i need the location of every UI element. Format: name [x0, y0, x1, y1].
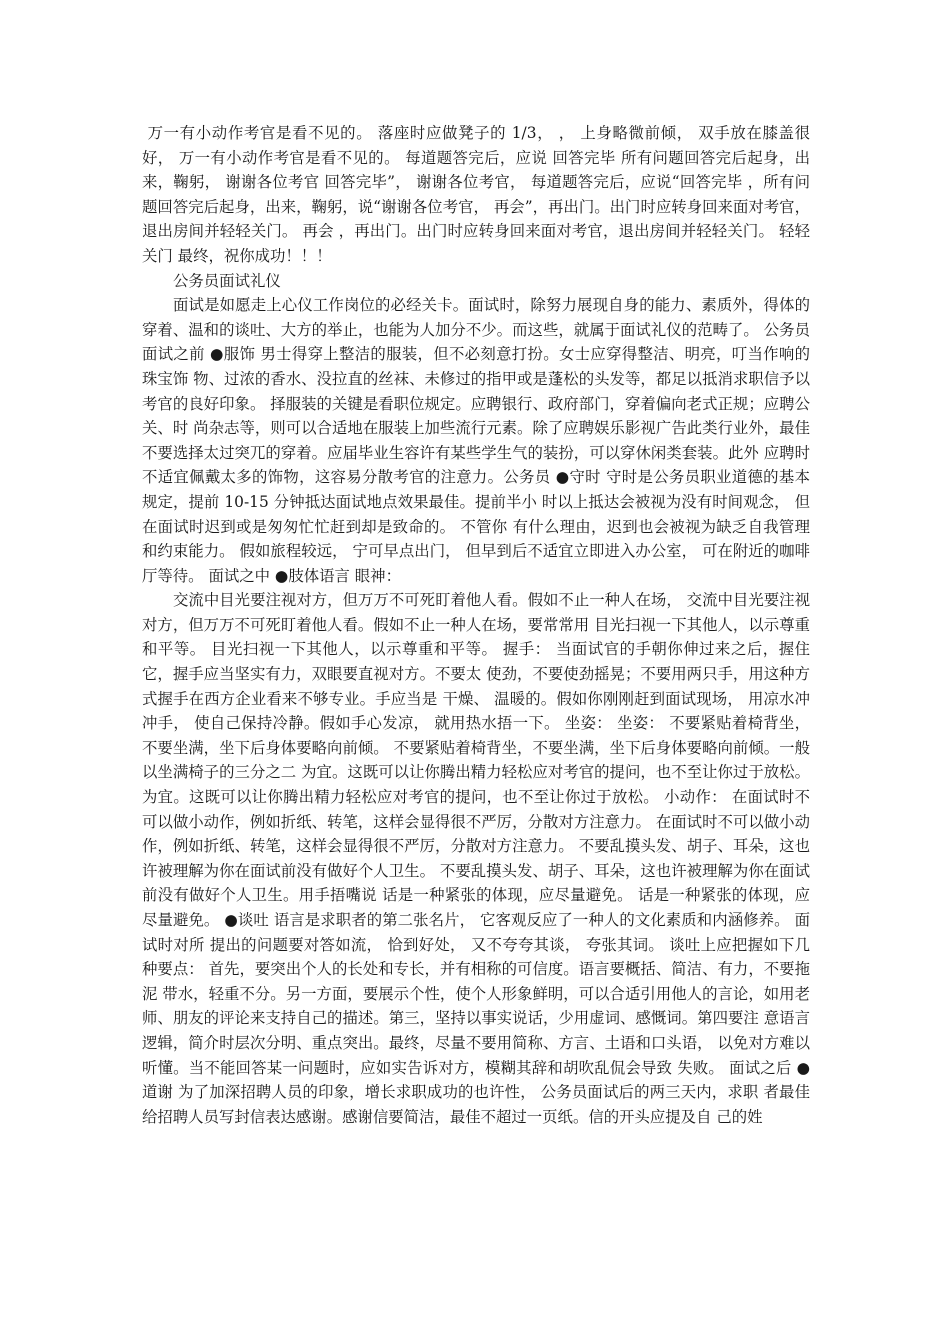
section-title: 公务员面试礼仪 [173, 271, 281, 290]
intro-paragraph: 万一有小动作考官是看不见的。 落座时应做凳子的 1/3， ， 上身略微前倾， 双手放在膝盖很好， 万一有小动作考官是看不见的。 每道题答完后，应说 回答完毕 所有问题回答完后起身，出来，鞠躬， 谢谢各位考官 回答完毕”， 谢谢各位考官， 每道题答完后，应说“回答完毕 ，所有问题回答完后起身，出来，鞠躬，说“谢谢各位考官， 再会”，再出门。出门时应转身回来面对考官，退出房间并轻轻关门。 再会 ，再出门。出门时应转身回来面对考官，退出房间并轻轻关门。 轻轻关门 最终，祝你成功！！！ [142, 124, 810, 265]
document-body [142, 121, 815, 1129]
paragraph-before-interview: 面试是如愿走上心仪工作岗位的必经关卡。面试时，除努力展现自身的能力、素质外，得体的穿着、温和的谈吐、大方的举止，也能为人加分不少。而这些，就属于面试礼仪的范畴了。 公务员面试之前 ●服饰 男士得穿上整洁的服装，但不必刻意打扮。女士应穿得整洁、明亮，叮当作响的珠宝饰 物、过浓的香水、没拉直的丝袜、未修过的指甲或是蓬松的头发等，都足以抵消求职信予以 考官的良好印象。 择服装的关键是看职位规定。应聘银行、政府部门，穿着偏向老式正规；应聘公关、时 尚杂志等，则可以合适地在服装上加些流行元素。除了应聘娱乐影视广告此类行业外，最佳 不要选择太过突兀的穿着。应届毕业生容许有某些学生气的装扮，可以穿休闲类套装。此外 应聘时不适宜佩戴太多的饰物，这容易分散考官的注意力。公务员 ●守时 守时是公务员职业道德的基本规定，提前 10-15 分钟抵达面试地点效果最佳。提前半小 时以上抵达会被视为没有时间观念， 但在面试时迟到或是匆匆忙忙赶到却是致命的。 不管你 有什么理由，迟到也会被视为缺乏自我管理和约束能力。 假如旅程较远， 宁可早点出门， 但早到后不适宜立即进入办公室， 可在附近的咖啡厅等待。 面试之中 ●肢体语言 眼神： [142, 296, 815, 585]
paragraph-during-after-interview: 交流中目光要注视对方，但万万不可死盯着他人看。假如不止一种人在场， 交流中目光要注视对方，但万万不可死盯着他人看。假如不止一种人在场，要常常用 目光扫视一下其他人，以示尊重和平等。 目光扫视一下其他人，以示尊重和平等。 握手： 当面试官的手朝你伸过来之后，握住它，握手应当坚实有力，双眼要直视对方。不要太 使劲，不要使劲摇晃；不要用两只手，用这种方式握手在西方企业看来不够专业。手应当是 干燥、 温暖的。假如你刚刚赶到面试现场， 用凉水冲冲手， 使自己保持冷静。假如手心发凉， 就用热水捂一下。 坐姿： 坐姿： 不要紧贴着椅背坐，不要坐满，坐下后身体要略向前倾。 不要紧贴着椅背坐，不要坐满，坐下后身体要略向前倾。一般以坐满椅子的三分之二 为宜。这既可以让你腾出精力轻松应对考官的提问，也不至让你过于放松。 为宜。这既可以让你腾出精力轻松应对考官的提问，也不至让你过于放松。 小动作： 在面试时不可以做小动作，例如折纸、转笔，这样会显得很不严厉，分散对方注意力。 在面试时不可以做小动作，例如折纸、转笔，这样会显得很不严厉，分散对方注意力。 不要乱摸头发、胡子、耳朵，这也许被理解为你在面试前没有做好个人卫生。 不要乱摸头发、胡子、耳朵，这也许被理解为你在面试前没有做好个人卫生。用手捂嘴说 话是一种紧张的体现，应尽量避免。 话是一种紧张的体现，应尽量避免。 ●谈吐 语言是求职者的第二张名片， 它客观反应了一种人的文化素质和内涵修养。 面试时对所 提出的问题要对答如流， 恰到好处， 又不夸夸其谈， 夸张其词。 谈吐上应把握如下几种要点： 首先，要突出个人的长处和专长，并有相称的可信度。语言要概括、简洁、有力，不要拖泥 带水，轻重不分。另一方面，要展示个性，使个人形象鲜明，可以合适引用他人的言论，如用老 师、朋友的评论来支持自己的描述。第三，坚持以事实说话，少用虚词、感慨词。第四要注 意语言逻辑，简介时层次分明、重点突出。最终，尽量不要用简称、方言、土语和口头语， 以免对方难以听懂。当不能回答某一问题时，应如实告诉对方，模糊其辞和胡吹乱侃会导致 失败。 面试之后 ●道谢 为了加深招聘人员的印象，增长求职成功的也许性， 公务员面试后的两三天内，求职 者最佳给招聘人员写封信表达感谢。感谢信要简洁，最佳不超过一页纸。信的开头应提及自 己的姓 [142, 591, 815, 1126]
